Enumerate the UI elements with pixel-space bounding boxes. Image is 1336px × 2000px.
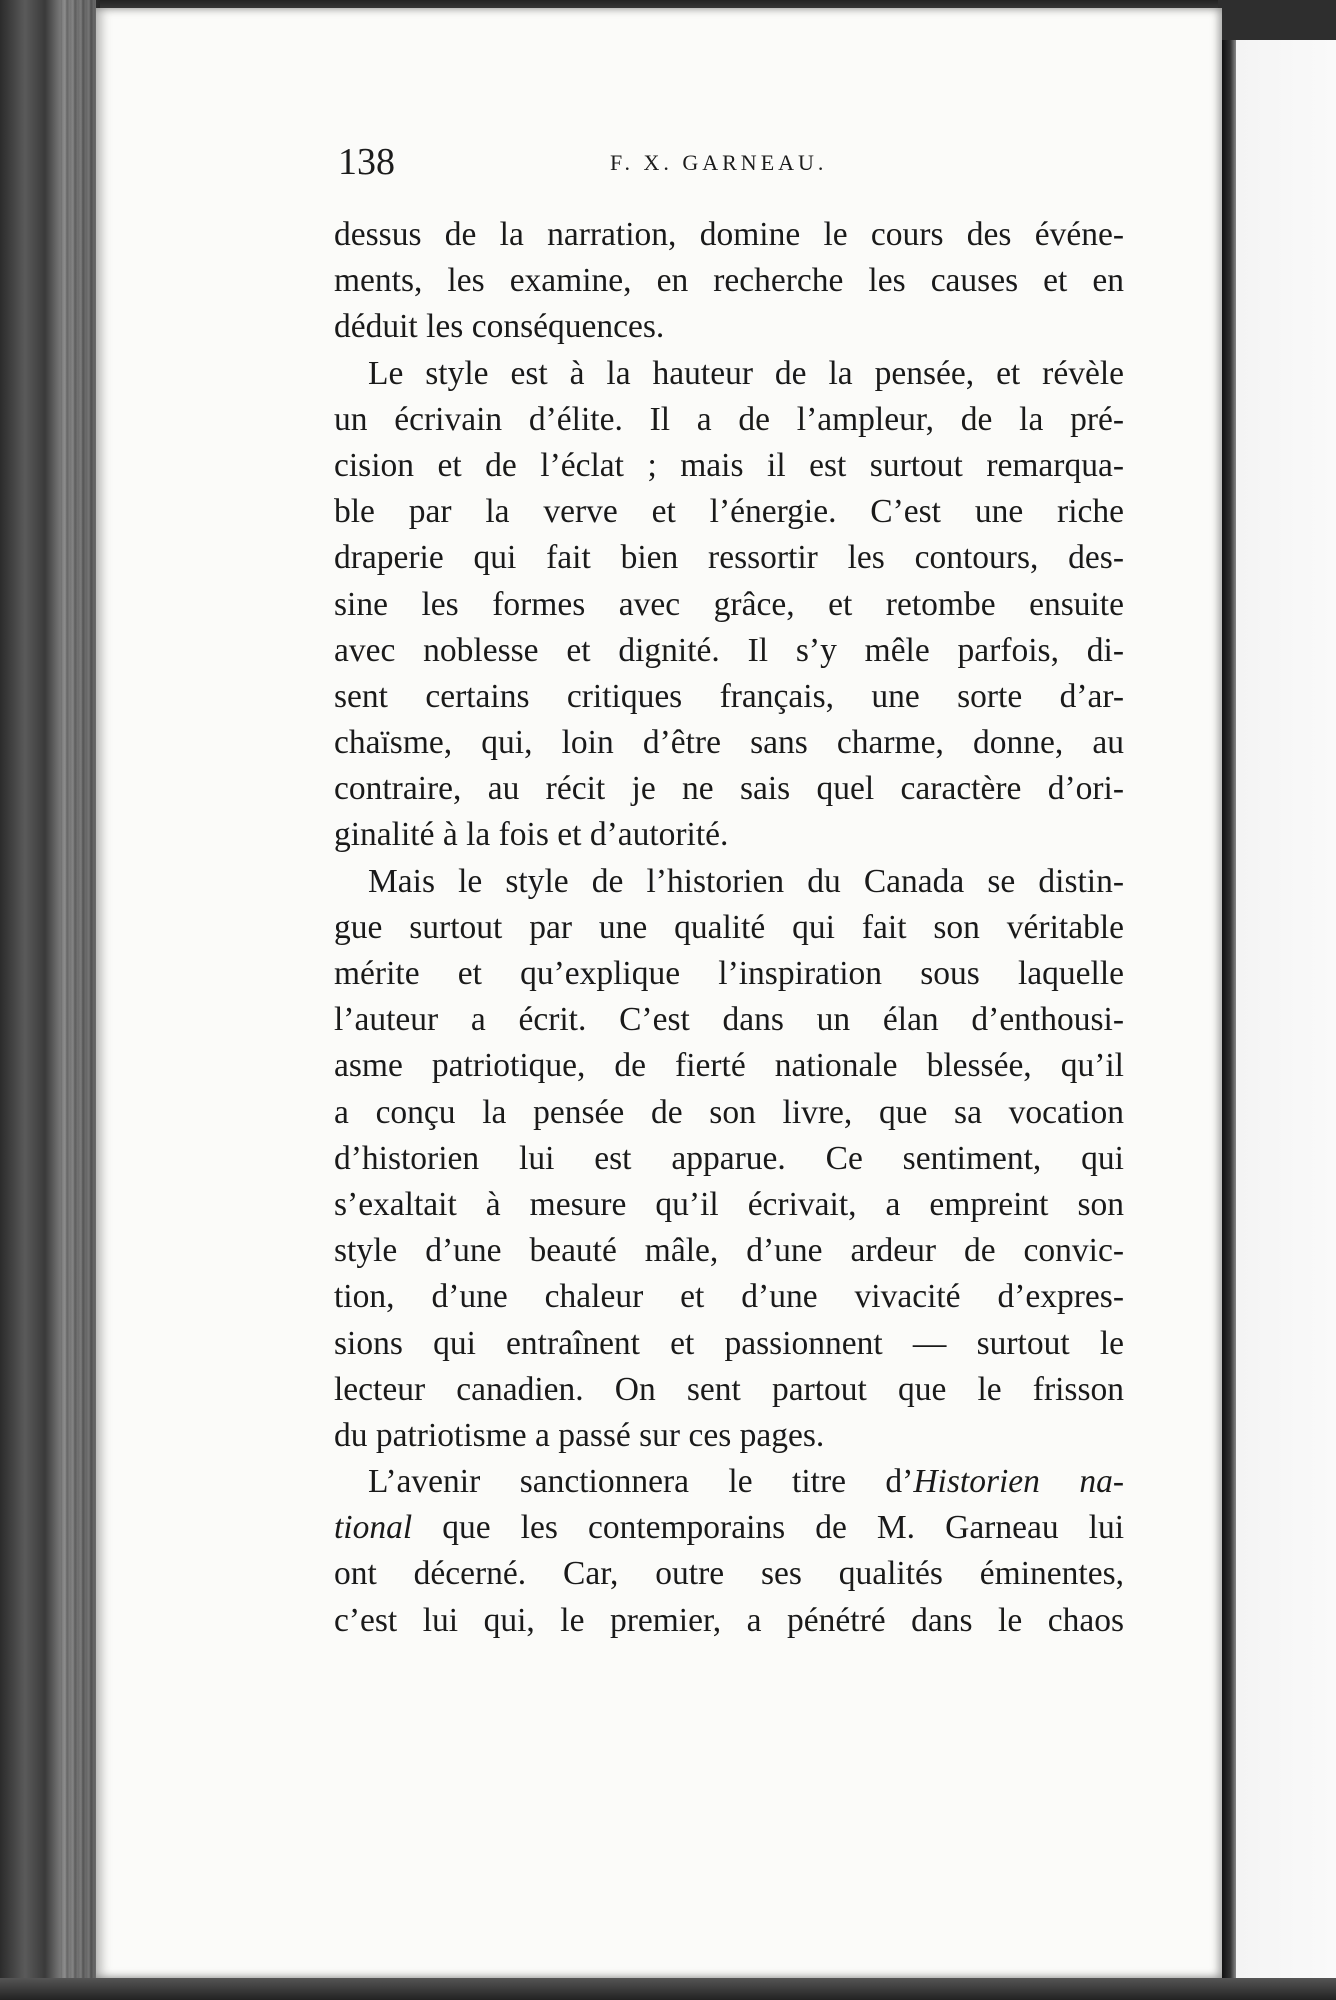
text-span: L’avenir sanctionnera le titre d’ [368,1463,914,1501]
paragraph [334,212,1124,351]
text-line: cision et de l’éclat ; mais il est surtout remarqua- [334,446,1124,484]
text-line: draperie qui fait bien ressortir les contours, des- [334,539,1124,577]
text-line: ginalité à la fois et d’autorité. [334,816,729,854]
text-line: tion, d’une chaleur et d’une vivacité d’expres- [334,1278,1124,1316]
paragraph [334,351,1124,859]
next-page-strip [1236,40,1336,1990]
text-line: ont décerné. Car, outre ses qualités éminentes, [334,1555,1124,1593]
text-line: c’est lui qui, le premier, a pénétré dans le chaos [334,1601,1124,1639]
text-line: ments, les examine, en recherche les causes et en [334,262,1124,300]
text-line: d’historien lui est apparue. Ce sentiment, qui [334,1139,1124,1177]
text-line: lecteur canadien. On sent partout que le frisson [334,1370,1124,1408]
text-line: mérite et qu’explique l’inspiration sous laquelle [334,955,1124,992]
text-line: sine les formes avec grâce, et retombe ensuite [334,585,1124,623]
book-page-edges [62,0,96,2000]
text-line: avec noblesse et dignité. Il s’y mêle parfois, di- [334,631,1124,669]
text-line: gue surtout par une qualité qui fait son véritable [334,908,1124,946]
text-line: a conçu la pensée de son livre, que sa vocation [334,1093,1124,1131]
text-line: ble par la verve et l’énergie. C’est une riche [334,493,1124,531]
text-line: un écrivain d’élite. Il a de l’ampleur, de la pré- [334,400,1124,438]
running-head: F. X. GARNEAU. [610,150,828,175]
paragraph [334,1459,1124,1644]
scan-bottom-shadow [0,1978,1336,2000]
paragraph [334,859,1124,1459]
text-line: contraire, au récit je ne sais quel caractère d’ori- [334,770,1124,808]
text-span: que les contemporains de M. Garneau lui [412,1509,1124,1547]
text-line [334,1459,1124,1505]
page-number: 138 [338,141,395,183]
text-line: asme patriotique, de fierté nationale blessée, qu’il [334,1047,1124,1085]
text-line: Le style est à la hauteur de la pensée, et révèle [368,354,1124,392]
text-line: Mais le style de l’historien du Canada se distin- [368,862,1124,900]
text-line: l’auteur a écrit. C’est dans un élan d’enthousi- [334,1001,1124,1039]
text-line: s’exaltait à mesure qu’il écrivait, a empreint son [334,1185,1124,1223]
text-line: dessus de la narration, domine le cours des événe- [334,216,1124,253]
book-binding-shadow [1222,40,1236,1990]
text-line: chaïsme, qui, loin d’être sans charme, donne, au [334,724,1124,762]
page-header [338,140,1118,190]
text-line: déduit les conséquences. [334,308,665,346]
text-line: du patriotisme a passé sur ces pages. [334,1416,825,1454]
text-line: sions qui entraînent et passionnent — surtout le [334,1324,1124,1362]
italic-title-span: Historien na- [913,1463,1125,1501]
text-line: sent certains critiques français, une sorte d’ar- [334,677,1124,715]
italic-title-span: tional [334,1509,413,1547]
text-line: style d’une beauté mâle, d’une ardeur de convic- [334,1232,1124,1270]
text-line [334,1505,1124,1551]
body-text [334,212,1124,1644]
